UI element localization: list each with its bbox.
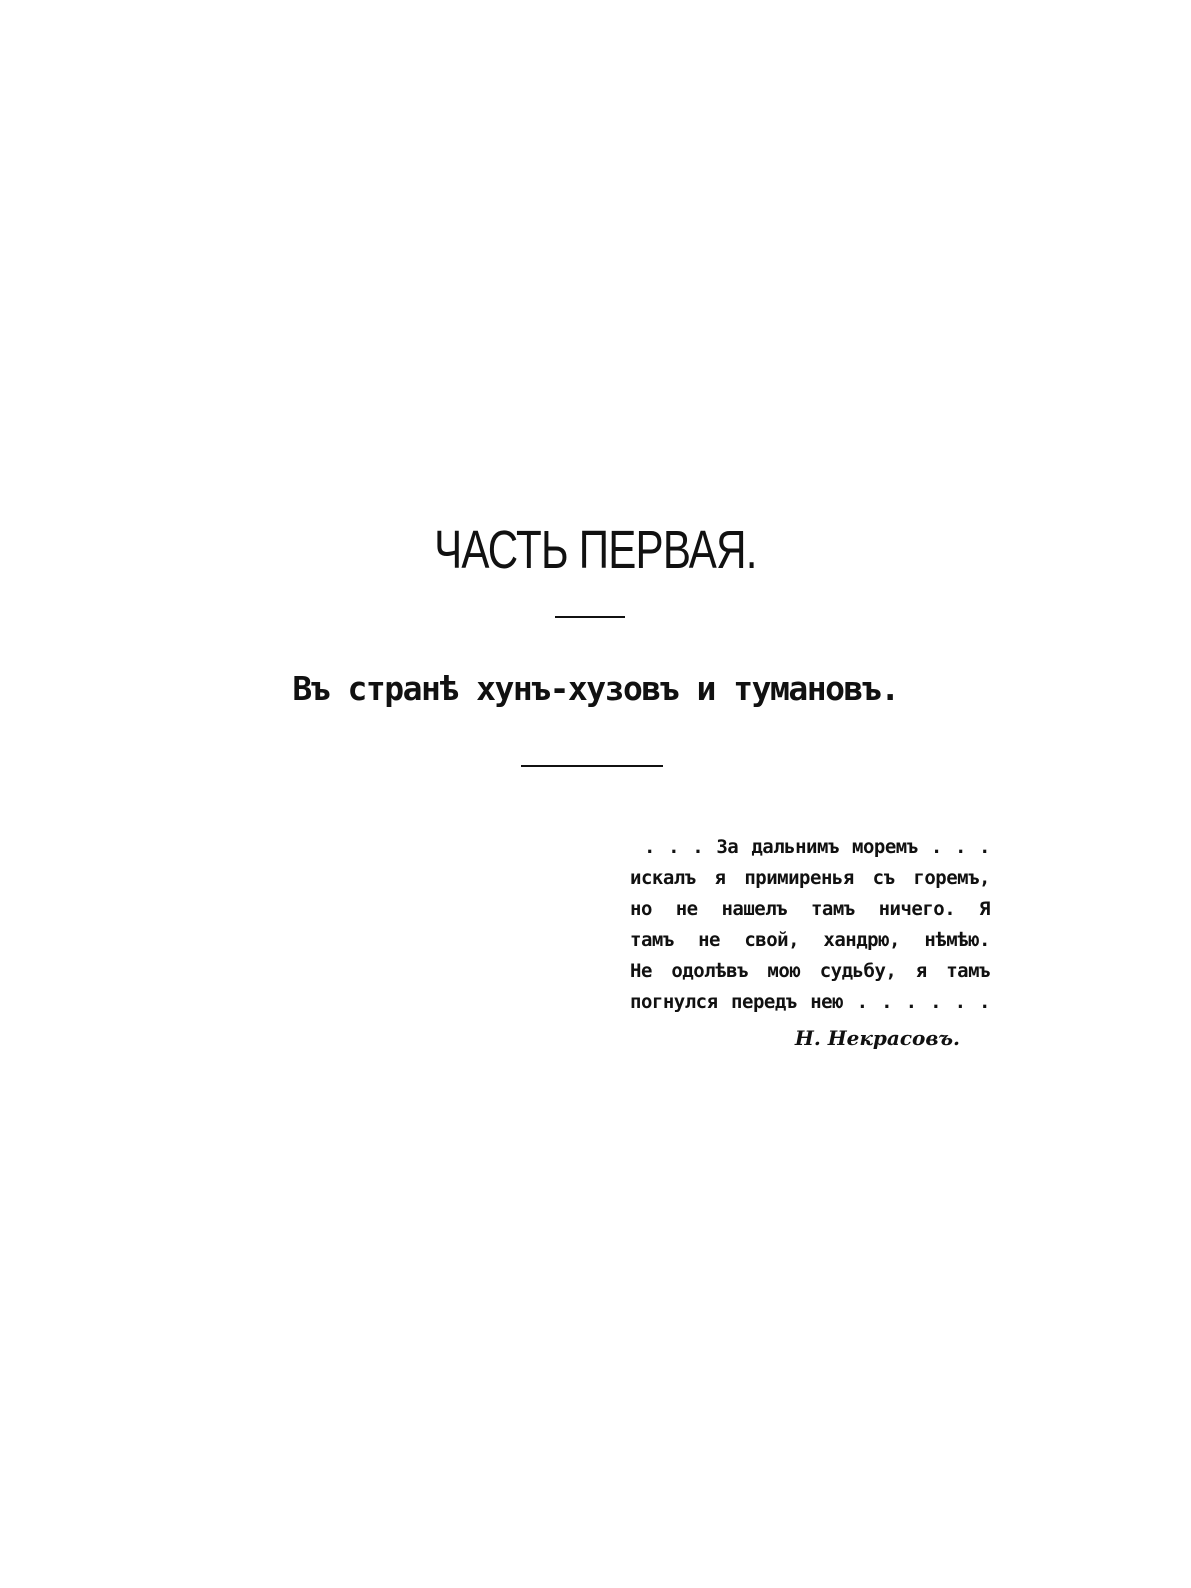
- short-divider-rule: [555, 616, 625, 618]
- epigraph-line: тамъ не свой, хандрю, нѣмѣю.: [630, 929, 990, 951]
- epigraph-line: . . . За дальнимъ моремъ . . .: [644, 836, 990, 858]
- epigraph: [630, 832, 990, 1018]
- part-subtitle: Въ странѣ хунъ-хузовъ и тумановъ.: [292, 669, 899, 708]
- part-title: ЧАСТЬ ПЕРВАЯ.: [434, 520, 757, 580]
- epigraph-author: Н. Некрасовъ.: [794, 1026, 960, 1050]
- epigraph-line: Не одолѣвъ мою судьбу, я тамъ: [630, 960, 990, 982]
- epigraph-line: искалъ я примиренья съ горемъ,: [630, 867, 990, 889]
- epigraph-line: но не нашелъ тамъ ничего. Я: [630, 898, 990, 920]
- epigraph-line: погнулся передъ нею . . . . . .: [630, 991, 990, 1013]
- long-divider-rule: [521, 765, 663, 767]
